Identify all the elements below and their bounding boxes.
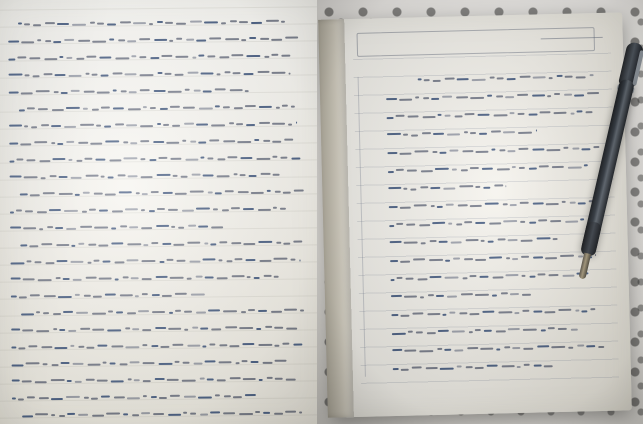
ink-stroke [408, 115, 419, 117]
ink-stroke [520, 221, 525, 223]
ink-stroke [478, 114, 490, 116]
ink-stroke [459, 312, 467, 314]
ink-stroke [404, 241, 418, 243]
ink-stroke [393, 368, 399, 370]
ink-stroke [388, 171, 394, 173]
ink-stroke [572, 147, 579, 149]
ink-stroke [411, 134, 418, 136]
ink-stroke [532, 94, 545, 96]
ink-stroke [521, 275, 525, 277]
ink-stroke [432, 222, 445, 224]
pen-tip [578, 253, 591, 280]
ink-stroke [447, 133, 460, 135]
ink-stroke [433, 80, 441, 82]
ink-stroke [537, 237, 551, 239]
ink-stroke [406, 278, 414, 280]
ink-stroke [429, 259, 443, 261]
ink-stroke [534, 364, 542, 366]
ink-stroke [390, 241, 402, 243]
ink-stroke [489, 256, 502, 258]
ink-stroke [519, 167, 525, 169]
ink-stroke [517, 94, 528, 96]
ink-stroke [387, 133, 401, 135]
ink-stroke [431, 98, 439, 100]
ink-stroke [449, 312, 455, 314]
ink-stroke [448, 223, 452, 225]
ink-stroke [453, 257, 460, 259]
ink-stroke [475, 222, 485, 224]
ink-stroke [412, 366, 422, 368]
ink-stroke [462, 150, 473, 152]
ink-stroke [505, 274, 518, 276]
ink-stroke [494, 114, 508, 116]
ink-stroke [587, 92, 599, 94]
ink-stroke [400, 315, 409, 317]
ink-stroke [481, 240, 485, 242]
ink-stroke [404, 350, 416, 352]
ink-stroke [489, 222, 501, 224]
ink-stroke [520, 76, 531, 78]
ink-stroke [487, 95, 492, 97]
ink-stroke [387, 152, 397, 154]
ink-stroke [472, 79, 486, 81]
ink-stroke [391, 295, 402, 297]
ink-stroke [529, 113, 538, 115]
ink-stroke [517, 366, 521, 368]
ink-stroke [568, 166, 582, 168]
ink-stroke [392, 349, 402, 351]
ink-stroke [420, 296, 424, 298]
ink-stroke [416, 331, 423, 333]
ink-stroke [509, 112, 514, 114]
ink-stroke [499, 149, 505, 151]
ink-stroke [508, 239, 518, 241]
ink-stroke [449, 149, 458, 151]
ink-stroke [491, 149, 495, 151]
ink-stroke [490, 77, 495, 79]
ink-stroke [403, 134, 408, 136]
ink-stroke [401, 369, 409, 371]
ink-stroke [501, 292, 508, 294]
ink-stroke [562, 201, 566, 203]
ink-stroke [563, 147, 568, 149]
ink-stroke [452, 330, 465, 332]
ink-stroke [565, 221, 578, 223]
ink-stroke [414, 150, 428, 152]
ink-stroke [431, 205, 435, 207]
ink-stroke [554, 112, 567, 114]
ink-stroke [539, 165, 549, 167]
ink-stroke [418, 78, 422, 80]
ink-stroke [442, 96, 452, 98]
ink-stroke [581, 148, 590, 150]
ink-stroke [470, 132, 476, 134]
ink-stroke [533, 76, 546, 78]
ink-stroke [507, 150, 515, 152]
ink-stroke [423, 97, 429, 99]
ink-stroke [456, 96, 468, 98]
ink-stroke [421, 170, 433, 172]
ink-stroke [581, 310, 587, 312]
ink-stroke [396, 223, 403, 225]
ink-stroke [407, 169, 417, 171]
left-notebook-photo [0, 0, 317, 424]
ink-stroke [458, 204, 468, 206]
ink-stroke [461, 169, 468, 171]
ink-stroke [590, 74, 594, 76]
ink-stroke [440, 368, 454, 370]
ink-stroke [518, 113, 525, 115]
ink-stroke [427, 313, 440, 315]
ink-stroke [464, 131, 468, 133]
ink-stroke [408, 331, 413, 333]
ink-stroke [457, 365, 462, 367]
left-photo-vignette [0, 0, 317, 424]
ink-stroke [439, 152, 446, 154]
ink-stroke [510, 293, 519, 295]
pen-grip [580, 221, 602, 258]
ink-stroke [521, 240, 533, 242]
ink-stroke [503, 131, 515, 133]
ink-stroke [437, 348, 442, 350]
ink-stroke [523, 329, 537, 331]
ink-stroke [423, 116, 436, 118]
ink-stroke [419, 350, 433, 352]
ink-stroke [586, 345, 595, 347]
ink-stroke [386, 98, 397, 100]
ink-stroke [475, 329, 481, 331]
ink-stroke [428, 294, 434, 296]
ink-stroke [598, 346, 604, 348]
ink-stroke [518, 132, 532, 134]
ink-stroke [403, 188, 407, 190]
ink-stroke [469, 313, 479, 315]
ink-stroke [552, 166, 564, 168]
ink-stroke [585, 111, 592, 113]
ink-stroke [496, 95, 503, 97]
ink-stroke [565, 76, 573, 78]
ink-stroke [465, 113, 475, 115]
ink-stroke [391, 314, 398, 316]
ink-stroke [571, 113, 575, 115]
ink-stroke [390, 260, 398, 262]
ink-stroke [494, 184, 503, 186]
ink-stroke [521, 256, 529, 258]
ink-stroke [410, 188, 416, 190]
ink-stroke [505, 96, 514, 98]
ink-stroke [392, 333, 406, 335]
ink-stroke [549, 77, 553, 79]
ink-stroke [496, 330, 506, 332]
ink-stroke [496, 348, 500, 350]
ink-stroke [446, 204, 454, 206]
ink-stroke [419, 224, 430, 226]
ink-stroke [467, 347, 478, 349]
ink-stroke [464, 258, 473, 260]
right-notebook-photo [317, 0, 643, 424]
ink-stroke [387, 117, 394, 119]
ink-stroke [577, 344, 584, 346]
ink-stroke [475, 294, 489, 296]
ink-stroke [412, 312, 423, 314]
ink-stroke [584, 164, 588, 166]
ink-stroke [570, 202, 576, 204]
ink-stroke [482, 311, 494, 313]
ink-stroke [475, 151, 488, 153]
ink-stroke [503, 220, 517, 222]
ink-stroke [507, 78, 516, 80]
ink-stroke [418, 278, 428, 280]
ink-stroke [455, 115, 463, 117]
ink-stroke [497, 168, 510, 170]
ink-stroke [546, 203, 559, 205]
ink-stroke [420, 186, 428, 188]
ink-stroke [533, 256, 543, 258]
ink-stroke [389, 206, 398, 208]
ink-stroke [451, 241, 462, 243]
ink-stroke [546, 149, 560, 151]
ink-stroke [437, 206, 443, 208]
ink-stroke [442, 314, 446, 316]
ink-stroke [480, 348, 493, 350]
ink-stroke [568, 347, 573, 349]
ink-stroke [470, 205, 482, 207]
ink-stroke [574, 94, 584, 96]
ink-stroke [427, 332, 436, 334]
ink-stroke [466, 239, 479, 241]
ink-stroke [537, 273, 545, 275]
ink-stroke [548, 274, 558, 276]
ink-stroke [554, 93, 560, 95]
ink-stroke [452, 168, 457, 170]
ink-stroke [545, 257, 557, 259]
ink-stroke [461, 293, 473, 295]
ink-stroke [470, 167, 479, 169]
ink-stroke [487, 365, 498, 367]
ink-stroke [435, 168, 449, 170]
ink-stroke [464, 221, 472, 223]
ink-stroke [438, 114, 442, 116]
ink-stroke [463, 277, 468, 279]
ink-stroke [508, 328, 520, 330]
ink-stroke [498, 238, 506, 240]
ink-stroke [576, 110, 582, 112]
ink-stroke [421, 242, 426, 244]
ink-stroke [454, 349, 463, 351]
ink-stroke [466, 366, 473, 368]
ink-stroke [433, 133, 444, 135]
ink-stroke [445, 260, 450, 262]
ink-stroke [400, 207, 411, 209]
ink-stroke [457, 78, 469, 80]
ink-stroke [564, 94, 572, 96]
ink-stroke [415, 96, 419, 98]
ink-stroke [444, 349, 451, 351]
ink-stroke [430, 240, 437, 242]
ink-stroke [429, 276, 441, 278]
ink-stroke [512, 258, 518, 260]
ink-stroke [524, 364, 530, 366]
ink-stroke [406, 224, 415, 226]
ink-stroke [445, 115, 451, 117]
ink-stroke [544, 311, 555, 313]
ink-stroke [426, 367, 438, 369]
ink-stroke [538, 219, 547, 221]
ink-stroke [590, 308, 595, 310]
ink-stroke [522, 310, 529, 312]
ink-stroke [557, 75, 563, 77]
ink-stroke [439, 241, 448, 243]
ink-stroke [469, 331, 473, 333]
ink-stroke [485, 202, 499, 204]
ink-stroke [492, 295, 497, 297]
ink-stroke [541, 329, 546, 331]
ink-stroke [533, 310, 542, 312]
ink-stroke [404, 295, 417, 297]
ink-stroke [432, 151, 437, 153]
ink-stroke [551, 346, 565, 348]
ink-stroke [438, 330, 449, 332]
ink-stroke [459, 185, 473, 187]
ink-stroke [388, 187, 401, 189]
ink-stroke [396, 115, 405, 117]
ink-stroke [522, 294, 531, 296]
ink-stroke [424, 79, 430, 81]
ink-stroke [482, 168, 493, 170]
ink-stroke [488, 241, 494, 243]
ink-stroke [536, 130, 537, 132]
ink-stroke [493, 276, 504, 278]
ink-stroke [414, 204, 427, 206]
ink-stroke [479, 276, 488, 278]
ink-stroke [548, 327, 555, 329]
ink-stroke [396, 169, 404, 171]
ink-stroke [512, 166, 516, 168]
ink-stroke [576, 76, 586, 78]
ink-stroke [389, 225, 394, 227]
ink-stroke [396, 277, 402, 279]
ink-stroke [447, 296, 457, 298]
ink-stroke [529, 168, 537, 170]
ink-stroke [529, 222, 536, 224]
ink-stroke [547, 95, 551, 97]
ink-stroke [445, 78, 455, 80]
ink-stroke [523, 348, 533, 350]
ink-stroke [443, 188, 455, 190]
ink-stroke [504, 346, 510, 348]
ink-stroke [518, 148, 528, 150]
ink-stroke [575, 310, 579, 312]
ink-stroke [399, 153, 411, 155]
ink-stroke [503, 203, 508, 205]
ink-stroke [510, 204, 517, 206]
ink-stroke [430, 187, 440, 189]
ink-stroke [544, 365, 553, 367]
ink-stroke [502, 365, 515, 367]
ink-stroke [391, 279, 395, 281]
ink-stroke [571, 329, 578, 331]
ink-stroke [422, 132, 431, 134]
ink-stroke [498, 311, 512, 313]
ink-stroke [558, 328, 567, 330]
ink-stroke [470, 97, 484, 99]
ink-stroke [506, 257, 510, 259]
ink-stroke [537, 345, 549, 347]
ink-stroke [532, 148, 544, 150]
page-date-line [540, 21, 602, 40]
ink-stroke [533, 202, 544, 204]
ink-stroke [475, 367, 484, 369]
ink-stroke [558, 309, 571, 311]
ink-stroke [456, 223, 462, 225]
ink-stroke [550, 220, 561, 222]
ink-stroke [491, 130, 501, 132]
ink-stroke [475, 259, 486, 261]
ink-stroke [436, 295, 444, 297]
ink-stroke [553, 238, 558, 240]
ink-stroke [469, 275, 476, 277]
ink-stroke [505, 185, 506, 187]
ink-stroke [529, 276, 535, 278]
ink-stroke [514, 312, 519, 314]
ink-stroke [497, 77, 504, 79]
ink-stroke [484, 330, 492, 332]
ink-stroke [539, 111, 550, 113]
ink-stroke [479, 133, 487, 135]
ink-stroke [520, 202, 529, 204]
ink-stroke [413, 258, 425, 260]
ink-stroke [483, 187, 490, 189]
ink-stroke [445, 276, 459, 278]
ink-stroke [399, 99, 412, 101]
ink-stroke [512, 347, 520, 349]
ink-stroke [475, 186, 480, 188]
ink-stroke [400, 261, 410, 263]
